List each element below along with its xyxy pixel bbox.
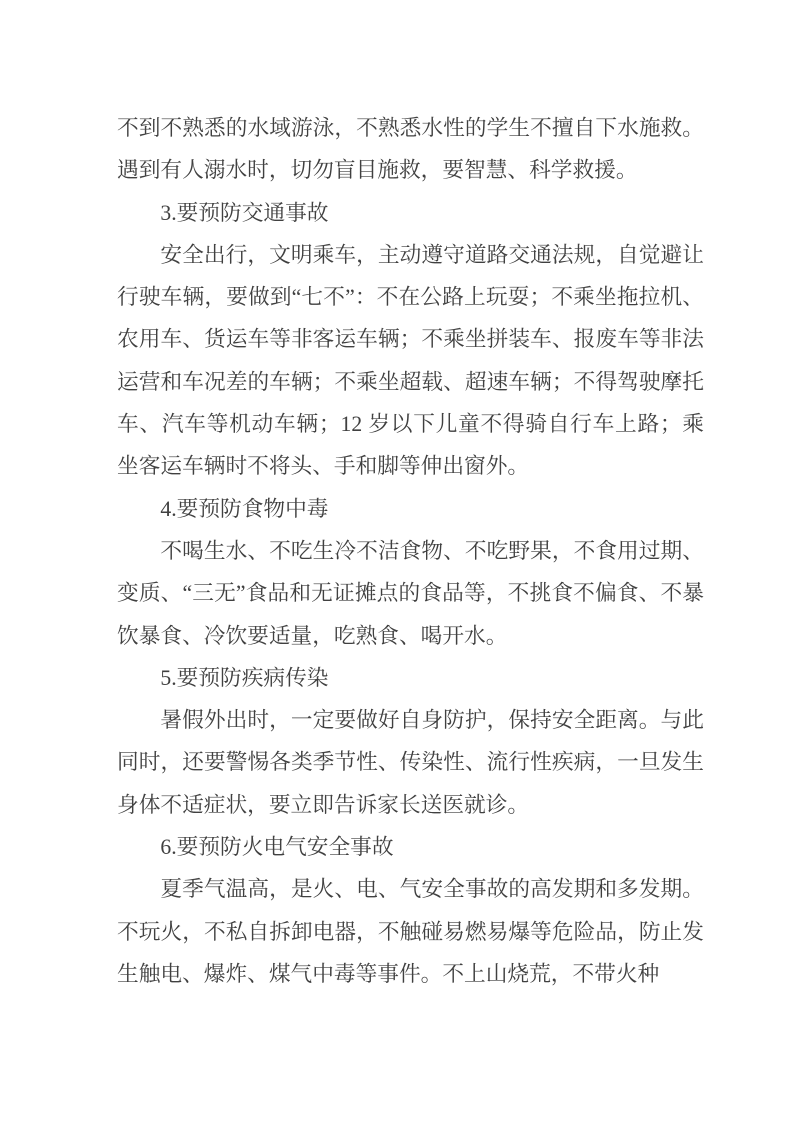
- heading-prevent-food-poisoning: 4.要预防食物中毒: [160, 496, 329, 521]
- paragraph-fire-electric-gas-safety-rules: 夏季气温高，是火、电、气安全事故的高发期和多发期。不玩火，不私自拆卸电器，不触碰易燃易爆等危险品，防止发生触电、爆炸、煤气中毒等事件。不上山烧荒，不带火种: [117, 877, 704, 986]
- paragraph-traffic-safety-rules: 安全出行，文明乘车，主动遵守道路交通法规，自觉避让行驶车辆，要做到“七不”：不在公路上玩耍；不乘坐拖拉机、农用车、货运车等非客运车辆；不乘坐拼装车、报废车等非法运营和车况差的车辆；不乘坐超载、超速车辆；不得驾驶摩托车、汽车等机动车辆；12 岁以下儿童不得骑自行车上路；乘坐客运车辆时不将头、手和脚等伸出窗外。: [117, 242, 704, 479]
- heading-prevent-fire-electric-gas-accidents: 6.要预防火电气安全事故: [160, 835, 394, 860]
- document-text-block: [117, 107, 704, 995]
- heading-prevent-traffic-accidents: 3.要预防交通事故: [160, 200, 329, 225]
- paragraph-disease-prevention-rules: 暑假外出时，一定要做好自身防护，保持安全距离。与此同时，还要警惕各类季节性、传染性、流行性疾病，一旦发生身体不适症状，要立即告诉家长送医就诊。: [117, 708, 704, 817]
- heading-prevent-disease-transmission: 5.要预防疾病传染: [160, 665, 329, 690]
- paragraph-food-safety-rules: 不喝生水、不吃生冷不洁食物、不吃野果，不食用过期、变质、“三无”食品和无证摊点的食品等，不挑食不偏食、不暴饮暴食、冷饮要适量，吃熟食、喝开水。: [117, 538, 704, 648]
- paragraph-drowning-rescue-continuation: 不到不熟悉的水域游泳，不熟悉水性的学生不擅自下水施救。遇到有人溺水时，切勿盲目施救，要智慧、科学救援。: [117, 116, 704, 183]
